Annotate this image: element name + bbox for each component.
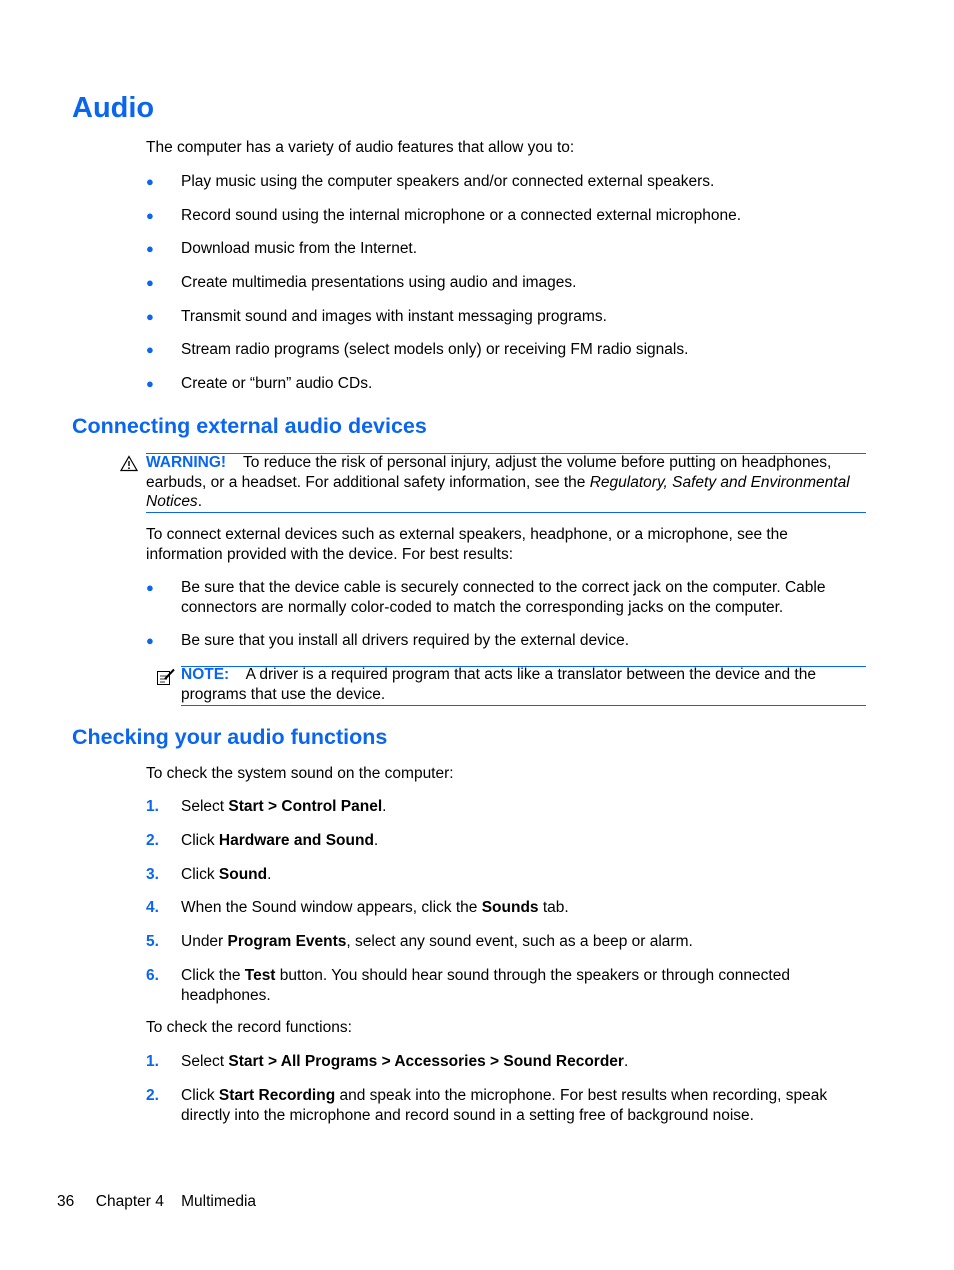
step-text-end: tab. — [538, 899, 569, 916]
list-item: Create multimedia presentations using audio and images. — [181, 274, 577, 291]
bullet-icon: ● — [146, 633, 154, 648]
note-label: NOTE: — [181, 666, 230, 683]
step-text-end: . — [623, 1053, 629, 1070]
list-item: Transmit sound and images with instant messaging programs. — [181, 308, 607, 325]
section-heading-connecting: Connecting external audio devices — [72, 414, 427, 438]
bullet-icon: ● — [146, 342, 154, 357]
list-item: Be sure that you install all drivers required by the external device. — [181, 632, 630, 649]
step-number: 1. — [146, 1053, 159, 1070]
step-number: 3. — [146, 866, 159, 883]
bullet-icon: ● — [146, 174, 154, 189]
step-text: Click — [181, 1087, 219, 1104]
step-ui-path: Start Recording — [218, 1087, 336, 1104]
list-item: Create or “burn” audio CDs. — [181, 375, 373, 392]
step-number: 1. — [146, 798, 159, 815]
step-text-end: button. You should hear sound through the speakers or through connected headphones. — [181, 967, 790, 1004]
step-text-end: , select any sound event, such as a beep or alarm. — [346, 933, 693, 950]
intro-paragraph: The computer has a variety of audio features that allow you to: — [146, 139, 575, 156]
page-footer — [57, 1192, 256, 1211]
note-bottom-rule — [181, 705, 866, 706]
list-item: Stream radio programs (select models only) or receiving FM radio signals. — [181, 341, 689, 358]
warning-bottom-rule — [146, 512, 866, 513]
bullet-icon: ● — [146, 241, 154, 256]
step-text: Select — [181, 798, 229, 815]
bullet-icon: ● — [146, 376, 154, 391]
step-ui-path: Test — [244, 967, 276, 984]
step-number: 4. — [146, 899, 159, 916]
step-number: 6. — [146, 967, 159, 984]
sound-intro: To check the system sound on the computer: — [146, 765, 454, 782]
step-text: Select — [181, 1053, 229, 1070]
bullet-icon: ● — [146, 309, 154, 324]
step-text: Under — [181, 933, 228, 950]
warning-triangle-icon — [120, 455, 138, 472]
step-text: Click — [181, 832, 219, 849]
step-ui-path: Hardware and Sound — [218, 832, 374, 849]
step-number: 5. — [146, 933, 159, 950]
warning-body: To reduce the risk of personal injury, adjust the volume before putting on headphones, earbuds, or a headset. For additional safety information, see the — [146, 454, 832, 491]
note-body: A driver is a required program that acts like a translator between the device and the programs that use the device. — [181, 666, 816, 703]
step-ui-path: Start > Control Panel — [228, 798, 383, 815]
step-ui-path: Program Events — [227, 933, 347, 950]
step-ui-path: Sound — [218, 866, 268, 883]
record-intro: To check the record functions: — [146, 1019, 352, 1036]
bullet-icon: ● — [146, 275, 154, 290]
step-text: When the Sound window appears, click the — [181, 899, 482, 916]
warning-label: WARNING! — [146, 454, 227, 471]
step-text-end: . — [373, 832, 379, 849]
step-text-end: and speak into the microphone. For best results when recording, speak directly into the microphone and record sound in a setting free of background noise. — [181, 1087, 828, 1124]
warning-body-end: . — [197, 493, 202, 510]
step-text: Click the — [181, 967, 245, 984]
bullet-icon: ● — [146, 208, 154, 223]
note-text — [181, 665, 866, 704]
page-number: 36 — [57, 1193, 75, 1210]
list-item: Be sure that the device cable is securely connected to the correct jack on the computer. Cable connectors are normally color-coded to match the corresponding jacks on the computer. — [181, 579, 826, 616]
warning-text — [146, 453, 866, 512]
list-item: Record sound using the internal microphone or a connected external microphone. — [181, 207, 742, 224]
page-title: Audio — [72, 92, 155, 124]
bullet-icon: ● — [146, 580, 154, 595]
warning-notice-title: Regulatory, Safety and Environmental Notices — [146, 473, 850, 510]
step-number: 2. — [146, 1087, 159, 1104]
list-item: Play music using the computer speakers and/or connected external speakers. — [181, 173, 715, 190]
step-ui-path: Start > All Programs > Accessories > Sound Recorder — [228, 1053, 624, 1070]
step-text: Click — [181, 866, 219, 883]
section-heading-checking: Checking your audio functions — [72, 725, 388, 749]
step-number: 2. — [146, 832, 159, 849]
step-text-end: . — [382, 798, 387, 815]
step-text-end: . — [267, 866, 272, 883]
footer-chapter-title: Multimedia — [181, 1193, 257, 1210]
list-item: Download music from the Internet. — [181, 240, 418, 257]
connect-paragraph: To connect external devices such as external speakers, headphone, or a microphone, see the information provided with the device. For best results: — [146, 526, 788, 563]
step-ui-path: Sounds — [481, 899, 539, 916]
note-pencil-icon — [156, 668, 176, 686]
footer-chapter: Chapter 4 — [95, 1193, 164, 1210]
